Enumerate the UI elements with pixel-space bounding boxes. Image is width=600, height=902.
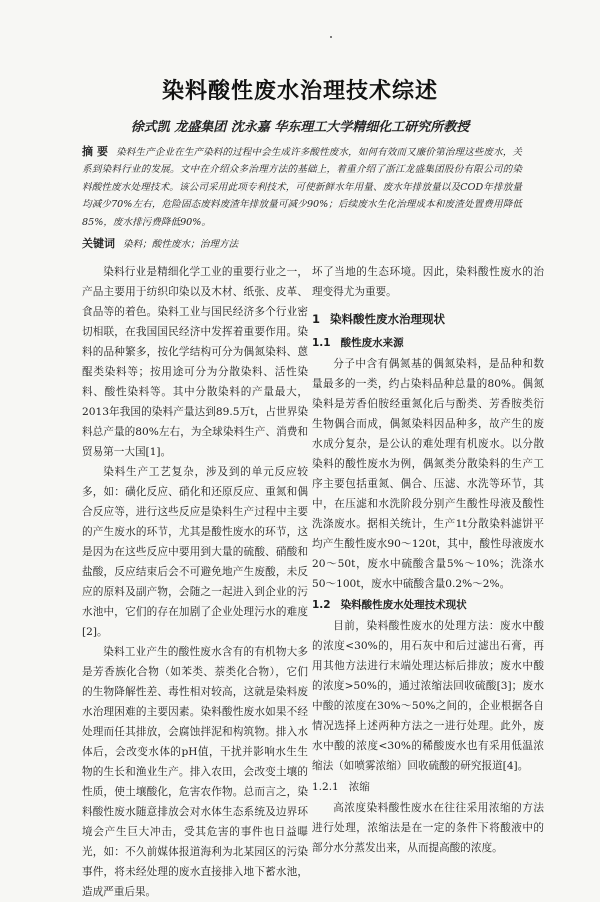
subsection-number: 1.2 <box>312 599 331 611</box>
body-paragraph: 染料生产工艺复杂，涉及到的单元反应较多，如：磺化反应、硝化和还原反应、重氮和偶合反应等，进行这些反应是染料生产过程中主要的产生废水的环节，尤其是酸性废水的环节，这是因为在这些反应中要用到大量的硫酸、硝酸和盐酸，反应结束后会不可避免地产生废酸，未反应的原料及副产物，会随之一起进入到企业的污水池中，它们的存在加剧了企业处理污水的难度[2]。 <box>82 466 308 638</box>
abstract <box>82 143 522 231</box>
body-paragraph: 染料行业是精细化学工业的重要行业之一，产品主要用于纺织印染以及木材、纸张、皮革、食品等的着色。染料工业与国民经济多个行业密切相联，在我国国民经济中发挥着重要作用。染料的品种繁多，按化学结构可分为偶氮染料、蒽醌类染料等；按用途可分为分散染料、活性染料、酸性染料等。其中分散染料的产量最大，2013年我国的染料产量达到89.5万t，占世界染料总产量的80%左右，为全球染料生产、消费和贸易第一大国[1]。 <box>82 266 308 458</box>
body-paragraph: 分子中含有偶氮基的偶氮染料，是品种和数量最多的一类，约占染料品种总量的80%。偶氮染料是芳香伯胺经重氮化后与酚类、芳香胺类衍生物偶合而成，偶氮染料因品种多，故产生的废水成分复杂，是公认的难处理有机废水。以分散染料的酸性废水为例，偶氮类分散染料的生产工序主要包括重氮、偶合、压滤、水洗等环节，其中，在压滤和水洗阶段分别产生酸性母液及酸性洗涤废水。据相关统计，生产1t分散染料滤饼平均产生酸性废水90～120t，其中，酸性母液废水20～50t，废水中硫酸含量5%～10%；洗涤水50～100t，废水中硫酸含量0.2%～2%。 <box>312 358 544 590</box>
paper-title: 染料酸性废水治理技术综述 <box>161 79 438 104</box>
section-heading <box>312 310 544 328</box>
section-title: 染料酸性废水治理现状 <box>330 312 446 326</box>
page-mark <box>330 36 332 38</box>
body-paragraph: 高浓度染料酸性废水在往往采用浓缩的方法进行处理，浓缩法是在一定的条件下将酸液中的部分水分蒸发出来，从而提高酸的浓度。 <box>312 802 544 854</box>
subsubsection-heading <box>312 778 544 796</box>
paper-authors: 徐式凯 龙盛集团 沈永嘉 华东理工大学精细化工研究所教授 <box>130 120 470 135</box>
subsection-heading <box>312 334 544 352</box>
abstract-text: 染料生产企业在生产染料的过程中会生成许多酸性废水，如何有效而又廉价第治理这些废水，关系到染料行业的发展。文中在介绍众多治理方法的基础上，着重介绍了浙江龙盛集团股份有限公司的染料酸性废水处理技术。该公司采用此项专利技术，可使新鲜水年用量、废水年排放量以及COD年排放量均减少70%左右，危险固态废料废渣年排放量可减少90%；后续废水生化治理成本和废渣处置费用降低85%，废水排污费降低90%。 <box>82 147 522 228</box>
subsection-number: 1.1 <box>312 337 331 349</box>
body-paragraph: 染料工业产生的酸性废水含有的有机物大多是芳香族化合物（如苯类、萘类化合物），它们的生物降解性差、毒性相对较高，这就是染料废水治理困难的主要因素。染料酸性废水如果不经处理而任其排放，会腐蚀拌泥和构筑物。排入水体后，会改变水体的pH值，干扰并影响水生生物的生长和渔业生产。排入农田，会改变土壤的性质，使土壤酸化，危害农作物。总而言之，染料酸性废水随意排放会对水体生态系统及边界环境会产生巨大冲击，受其危害的事件也日益曝光，如：不久前媒体报道海利为北某园区的污染事件，将未经处理的废水直接排入地下蓄水池，造成严重后果。 <box>82 646 308 898</box>
subsection-title: 酸性废水来源 <box>340 337 404 349</box>
keywords <box>82 235 522 251</box>
subsection-title: 染料酸性废水处理技术现状 <box>340 599 467 611</box>
right-column <box>312 262 544 858</box>
abstract-label: 摘 要 <box>82 145 109 158</box>
subsection-heading <box>312 596 544 614</box>
body-paragraph: 目前，染料酸性废水的处理方法：废水中酸的浓度<30%的，用石灰中和后过滤出石膏，再用其他方法进行末端处理达标后排放；废水中酸的浓度>50%的，通过浓缩法回收硫酸[3]；废水中酸的浓度在30%～50%之间的，企业根据各自情况选择上述两种方法之一进行处理。此外，废水中酸的浓度<30%的稀酸废水也有采用低温浓缩法（如喷雾浓缩）回收硫酸的研究报道[4]。 <box>312 620 544 772</box>
subsubsection-number: 1.2.1 <box>312 781 339 793</box>
keywords-label: 关键词 <box>82 237 115 250</box>
body-paragraph: 坏了当地的生态环境。因此，染料酸性废水的治理变得尤为重要。 <box>312 266 544 298</box>
left-column <box>82 262 308 902</box>
section-number: 1 <box>312 312 321 326</box>
keywords-text: 染料；酸性废水；治理方法 <box>123 239 239 250</box>
subsubsection-title: 浓缩 <box>348 781 370 793</box>
